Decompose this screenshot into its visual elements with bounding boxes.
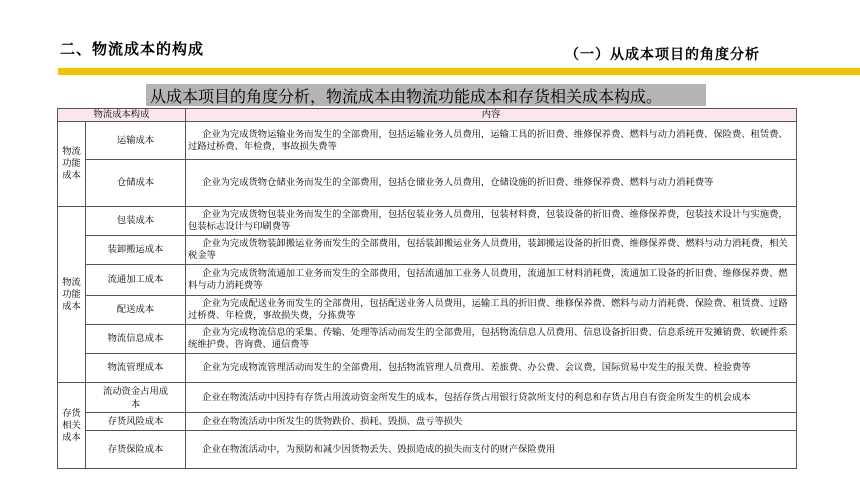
cost-item: 配送成本 [86,296,186,325]
cost-table [57,108,797,469]
cost-content: 企业为完成货物仓储业务而发生的全部费用，包括仓储业务人员费用，仓储设施的折旧费、维修保养费、燃料与动力消耗费等 [186,160,797,207]
cost-item: 物流管理成本 [86,354,186,383]
cost-item: 存货风险成本 [86,413,186,431]
table-row [58,431,797,469]
cost-content: 企业为完成货物运输业务而发生的全部费用，包括运输业务人员费用，运输工具的折旧费、维修保养费、燃料与动力消耗费、保险费、租赁费、过路过桥费、年检费，事故损失费等 [186,122,797,160]
table-row [58,383,797,413]
header-content: 内容 [186,109,797,122]
header-cost-type: 物流成本构成 [58,109,186,122]
table-row [58,325,797,354]
cost-content: 企业为完成货物装卸搬运业务而发生的全部费用，包括装卸搬运业务人员费用，装卸搬运设备的折旧费、维修保养费、燃料与动力消耗费，相关税金等 [186,236,797,265]
group-label: 存货相关成本 [58,383,86,469]
cost-content: 企业为完成货物包装业务而发生的全部费用，包括包装业务人员费用，包装材料费，包装设备的折旧费、维修保养费，包装技术设计与实施费，包装标志设计与印刷费等 [186,207,797,236]
cost-item: 包装成本 [86,207,186,236]
cost-content: 企业在物流活动中所发生的货物跌价、损耗、毁损、盘亏等损失 [186,413,797,431]
cost-item: 仓储成本 [86,160,186,207]
cost-item: 运输成本 [86,122,186,160]
table-header-row [58,109,797,122]
cost-content: 企业为完成货物流通加工业务而发生的全部费用，包括流通加工业务人员费用，流通加工材料消耗费，流通加工设备的折旧费、维修保养费、燃料与动力消耗费等 [186,265,797,296]
yellow-divider [58,68,860,75]
group-label: 物流功能成本 [58,207,86,383]
banner-text: 从成本项目的角度分析，物流成本由物流功能成本和存货相关成本构成。 [150,87,663,106]
table-row [58,207,797,236]
group-label: 物流功能成本 [58,122,86,207]
cost-item: 流通加工成本 [86,265,186,296]
table-row [58,296,797,325]
table-row [58,160,797,207]
cost-item: 流动资金占用成本 [86,383,186,413]
table-row [58,265,797,296]
cost-content: 企业为完成物流信息的采集、传输、处理等活动而发生的全部费用，包括物流信息人员费用、信息设备折旧费、信息系统开发摊销费、软硬件系统维护费、咨询费、通信费等 [186,325,797,354]
cost-content: 企业在物流活动中因持有存货占用流动资金所发生的成本，包括存货占用银行贷款所支付的利息和存货占用自有资金所发生的机会成本 [186,383,797,413]
table-row [58,413,797,431]
cost-content: 企业为完成物流管理活动而发生的全部费用，包括物流管理人员费用、差旅费、办公费、会议费，国际贸易中发生的报关费、检验费等 [186,354,797,383]
cost-item: 装卸搬运成本 [86,236,186,265]
cost-content: 企业为完成配送业务而发生的全部费用，包括配送业务人员费用，运输工具的折旧费、维修保养费、燃料与动力消耗费、保险费、租赁费、过路过桥费、年检费，事故损失费，分拣费等 [186,296,797,325]
table-row [58,354,797,383]
cost-item: 存货保险成本 [86,431,186,469]
cost-item: 物流信息成本 [86,325,186,354]
section-title: 二、物流成本的构成 [60,40,205,58]
cost-content: 企业在物流活动中，为预防和减少因货物丢失、毁损造成的损失而支付的财产保险费用 [186,431,797,469]
table-row [58,236,797,265]
subsection-title: （一）从成本项目的角度分析 [565,47,760,63]
table-row [58,122,797,160]
